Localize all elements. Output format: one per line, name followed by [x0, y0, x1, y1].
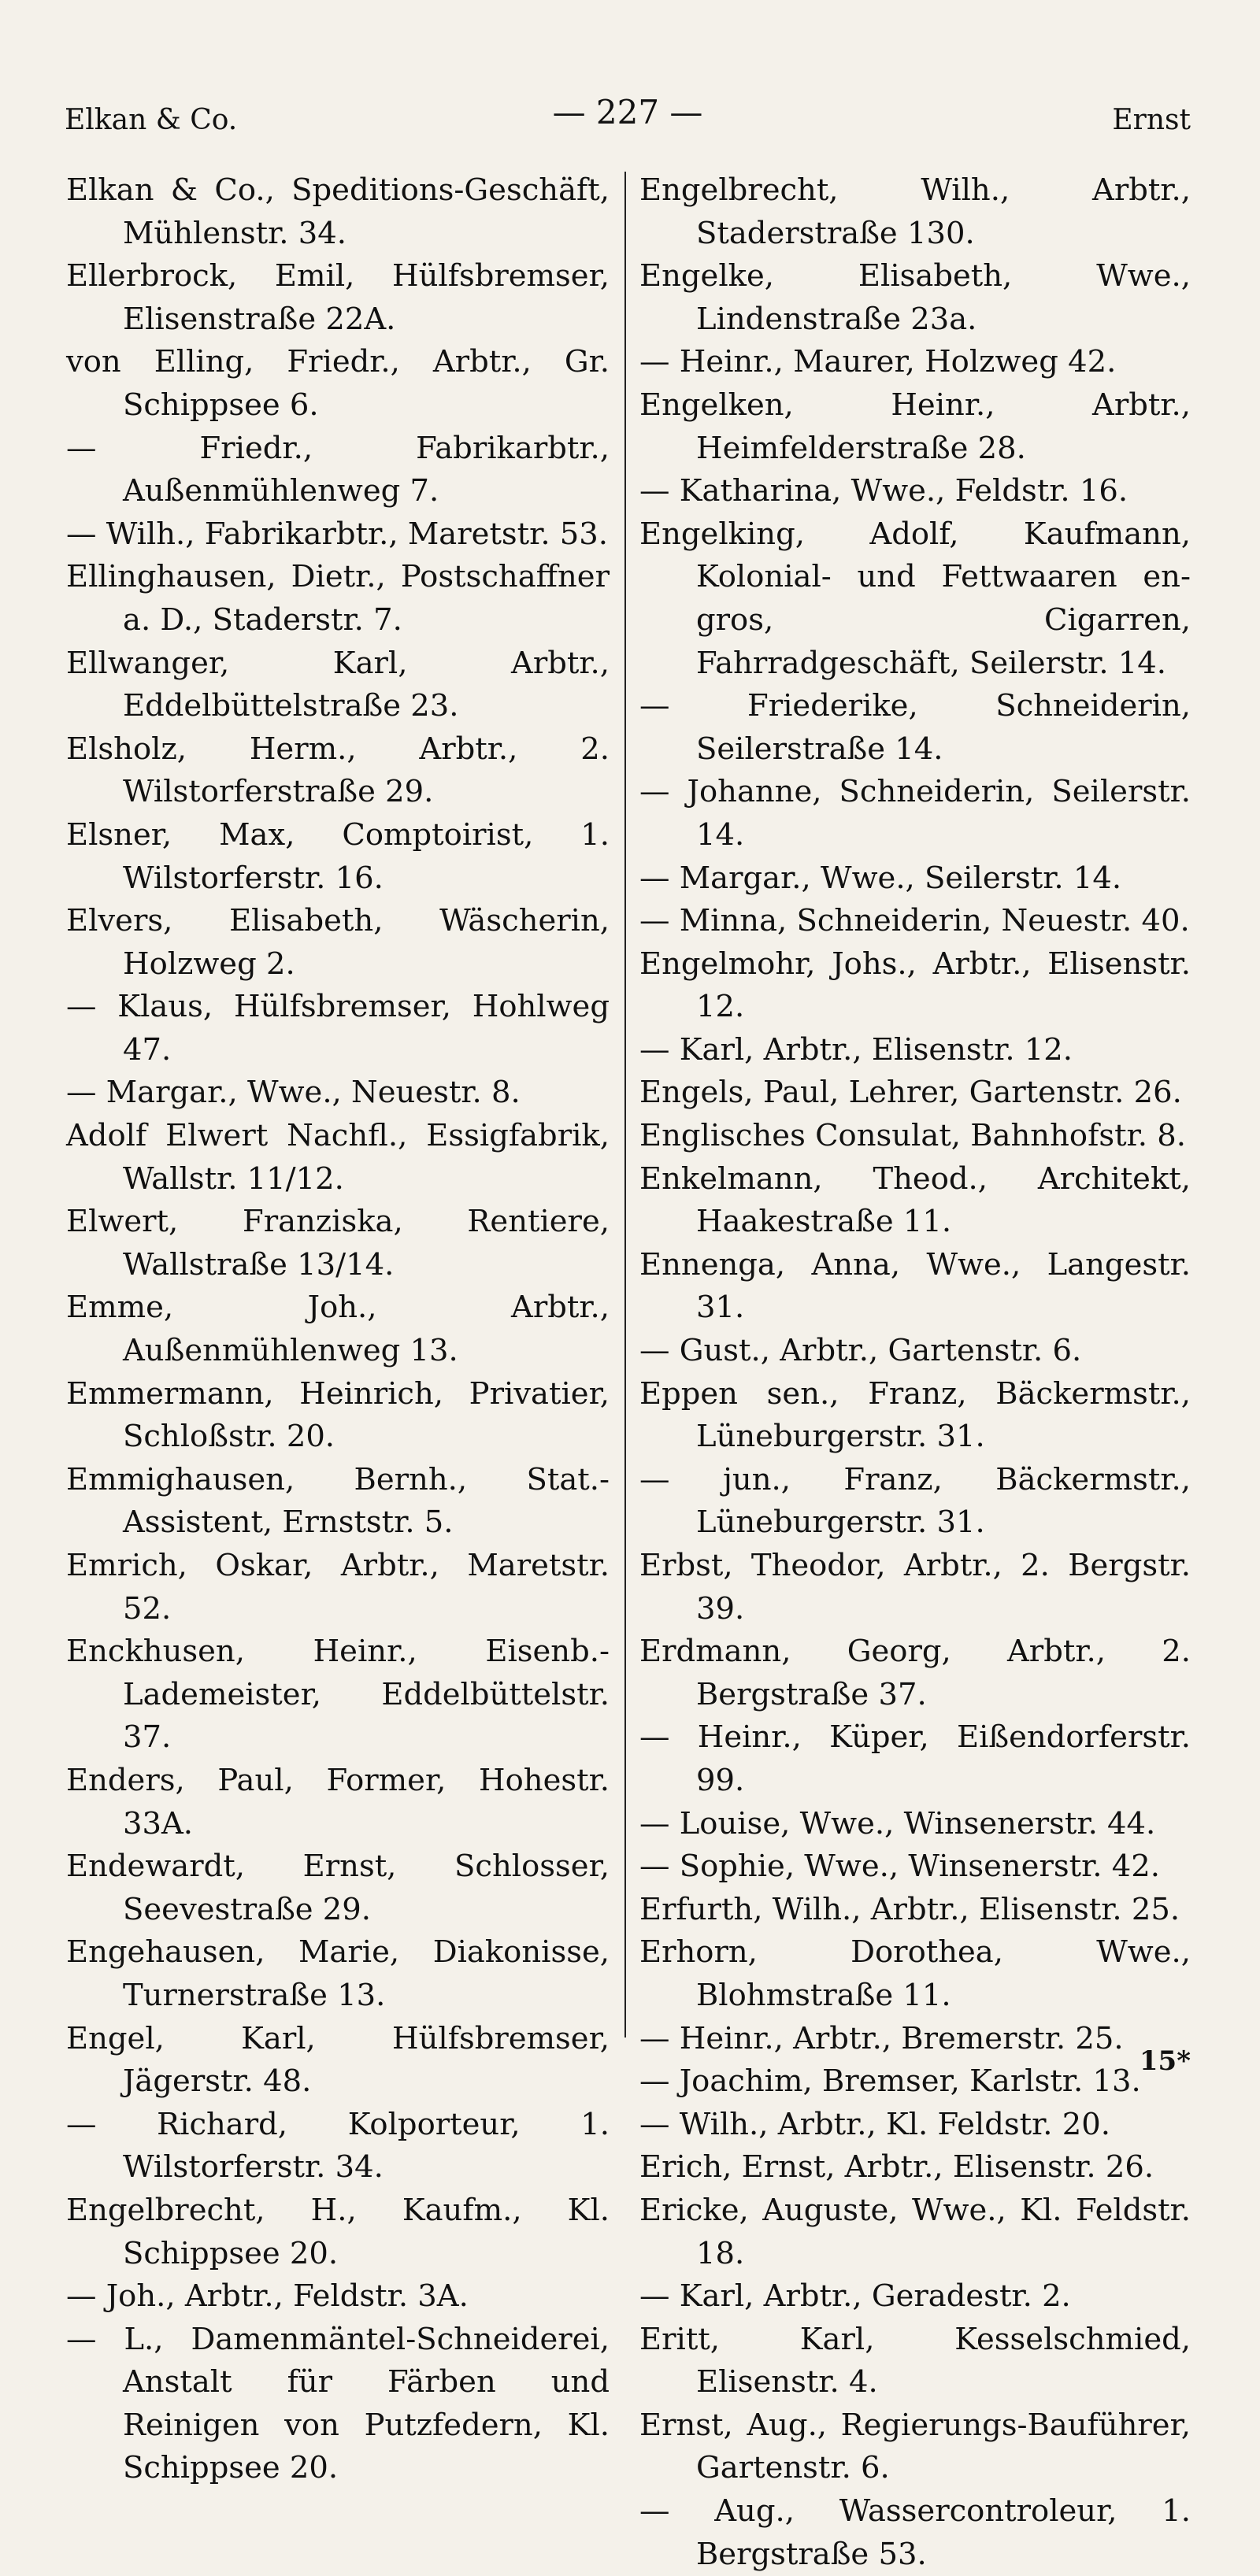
directory-entry: — Aug., Wassercontroleur, 1. Bergstraße 53. [639, 2493, 1191, 2572]
directory-entry: — Wilh., Fabrikarbtr., Maretstr. 53. [66, 516, 609, 552]
directory-entry: — Katharina, Wwe., Feldstr. 16. [639, 473, 1128, 509]
directory-entry: — Richard, Kolporteur, 1. Wilstorferstr. 34. [66, 2106, 610, 2186]
directory-entry: von Elling, Friedr., Arbtr., Gr. Schippsee 6. [66, 344, 610, 423]
directory-entry: — Joh., Arbtr., Feldstr. 3A. [66, 2278, 469, 2315]
directory-entry: Erich, Ernst, Arbtr., Elisenstr. 26. [639, 2149, 1154, 2186]
page-header [65, 93, 1191, 148]
directory-entry: Elsner, Max, Comptoirist, 1. Wilstorferstr. 16. [66, 816, 610, 896]
directory-entry: — Wilh., Arbtr., Kl. Feldstr. 20. [639, 2106, 1110, 2142]
directory-entry: Eppen sen., Franz, Bäckermstr., Lüneburgerstr. 31. [639, 1375, 1191, 1455]
directory-entry: — Klaus, Hülfsbremser, Hohlweg 47. [66, 989, 610, 1068]
header-left-catchword: Elkan & Co. [65, 104, 238, 136]
directory-entry: Engelmohr, Johs., Arbtr., Elisenstr. 12. [639, 946, 1191, 1025]
directory-entry: Elwert, Franziska, Rentiere, Wallstraße 13/14. [66, 1204, 610, 1282]
directory-entry: Engelken, Heinr., Arbtr., Heimfelderstraße 28. [639, 387, 1191, 466]
directory-entry: Erbst, Theodor, Arbtr., 2. Bergstr. 39. [639, 1548, 1191, 1627]
signature-mark: 15* [1139, 2045, 1191, 2077]
directory-entry: Emme, Joh., Arbtr., Außenmühlenweg 13. [66, 1290, 610, 1369]
directory-entry: — jun., Franz, Bäckermstr., Lüneburgerstr. 31. [639, 1461, 1191, 1541]
directory-entry: Engels, Paul, Lehrer, Gartenstr. 26. [639, 1075, 1182, 1111]
directory-entry: — Heinr., Arbtr., Bremerstr. 25. [639, 2020, 1124, 2056]
directory-entry: Adolf Elwert Nachfl., Essigfabrik, Wallstr. 11/12. [66, 1118, 610, 1197]
directory-entry: — Gust., Arbtr., Gartenstr. 6. [639, 1333, 1082, 1369]
directory-entry: Elsholz, Herm., Arbtr., 2. Wilstorferstraße 29. [66, 731, 610, 810]
directory-entry: — Heinr., Küper, Eißendorferstr. 99. [639, 1719, 1191, 1798]
directory-entry: — Friedr., Fabrikarbtr., Außenmühlenweg 7. [66, 430, 610, 509]
directory-entry: — Sophie, Wwe., Winsenerstr. 42. [639, 1849, 1160, 1885]
directory-entry: — Margar., Wwe., Seilerstr. 14. [639, 860, 1122, 896]
directory-entry: — Joachim, Bremser, Karlstr. 13. [639, 2063, 1141, 2100]
directory-entry: — Karl, Arbtr., Elisenstr. 12. [639, 1031, 1073, 1068]
directory-entry: — Louise, Wwe., Winsenerstr. 44. [639, 1805, 1156, 1841]
left-column [66, 169, 610, 2490]
directory-entry: — Heinr., Maurer, Holzweg 42. [639, 344, 1117, 380]
directory-entry: Endewardt, Ernst, Schlosser, Seevestraße 29. [66, 1849, 610, 1927]
directory-entry: Ennenga, Anna, Wwe., Langestr. 31. [639, 1246, 1191, 1326]
directory-entry: Erfurth, Wilh., Arbtr., Elisenstr. 25. [639, 1891, 1180, 1927]
directory-entry: Engehausen, Marie, Diakonisse, Turnerstraße 13. [66, 1934, 610, 2013]
directory-entry: Enkelmann, Theod., Architekt, Haakestraße 11. [639, 1160, 1191, 1240]
directory-entry: Englisches Consulat, Bahnhofstr. 8. [639, 1118, 1186, 1154]
directory-entry: Ellinghausen, Dietr., Postschaffner a. D., Staderstr. 7. [66, 559, 610, 638]
directory-entry: Erdmann, Georg, Arbtr., 2. Bergstraße 37. [639, 1634, 1191, 1712]
directory-entry: Eritt, Karl, Kesselschmied, Elisenstr. 4. [639, 2321, 1191, 2400]
column-divider [624, 172, 626, 2037]
directory-entry: — Minna, Schneiderin, Neuestr. 40. [639, 903, 1190, 939]
directory-entry: Enckhusen, Heinr., Eisenb.-Lademeister, Eddelbüttelstr. 37. [66, 1634, 610, 1756]
directory-entry: Engelke, Elisabeth, Wwe., Lindenstraße 23a. [639, 258, 1191, 337]
directory-entry: Emmighausen, Bernh., Stat.-Assistent, Ernststr. 5. [66, 1461, 610, 1541]
directory-entry: Ellerbrock, Emil, Hülfsbremser, Elisenstraße 22A. [66, 258, 610, 337]
directory-entry: Emmermann, Heinrich, Privatier, Schloßstr. 20. [66, 1375, 610, 1455]
directory-entry: Ericke, Auguste, Wwe., Kl. Feldstr. 18. [639, 2192, 1191, 2271]
directory-entry: — Friederike, Schneiderin, Seilerstraße 14. [639, 688, 1191, 767]
directory-entry: — Karl, Arbtr., Geradestr. 2. [639, 2278, 1071, 2315]
directory-entry: Engelbrecht, H., Kaufm., Kl. Schippsee 20. [66, 2192, 610, 2271]
directory-entry: Engel, Karl, Hülfsbremser, Jägerstr. 48. [66, 2020, 610, 2100]
directory-entry: Ernst, Aug., Regierungs-Bauführer, Gartenstr. 6. [639, 2407, 1191, 2486]
directory-entry: Engelbrecht, Wilh., Arbtr., Staderstraße 130. [639, 172, 1191, 251]
header-right-catchword: Ernst [1112, 104, 1191, 136]
directory-entry: Elvers, Elisabeth, Wäscherin, Holzweg 2. [66, 903, 610, 982]
directory-entry: — L., Damenmäntel-Schneiderei, Anstalt für Färben und Reinigen von Putzfedern, Kl. Schippsee 20. [66, 2321, 610, 2486]
directory-entry: — Johanne, Schneiderin, Seilerstr. 14. [639, 774, 1191, 853]
directory-entry: Erhorn, Dorothea, Wwe., Blohmstraße 11. [639, 1934, 1191, 2013]
directory-entry: — Margar., Wwe., Neuestr. 8. [66, 1075, 521, 1111]
directory-entry: Engelking, Adolf, Kaufmann, Kolonial- und Fettwaaren en-gros, Cigarren, Fahrradgeschäft, Seilerstr. 14. [639, 516, 1191, 681]
directory-entry: Elkan & Co., Speditions-Geschäft, Mühlenstr. 34. [66, 172, 610, 251]
directory-entry: Enders, Paul, Former, Hohestr. 33A. [66, 1762, 610, 1841]
page-number: — 227 — [552, 93, 703, 131]
right-column [639, 169, 1191, 2576]
directory-entry: Emrich, Oskar, Arbtr., Maretstr. 52. [66, 1548, 610, 1627]
directory-entry: Ellwanger, Karl, Arbtr., Eddelbüttelstraße 23. [66, 645, 610, 724]
